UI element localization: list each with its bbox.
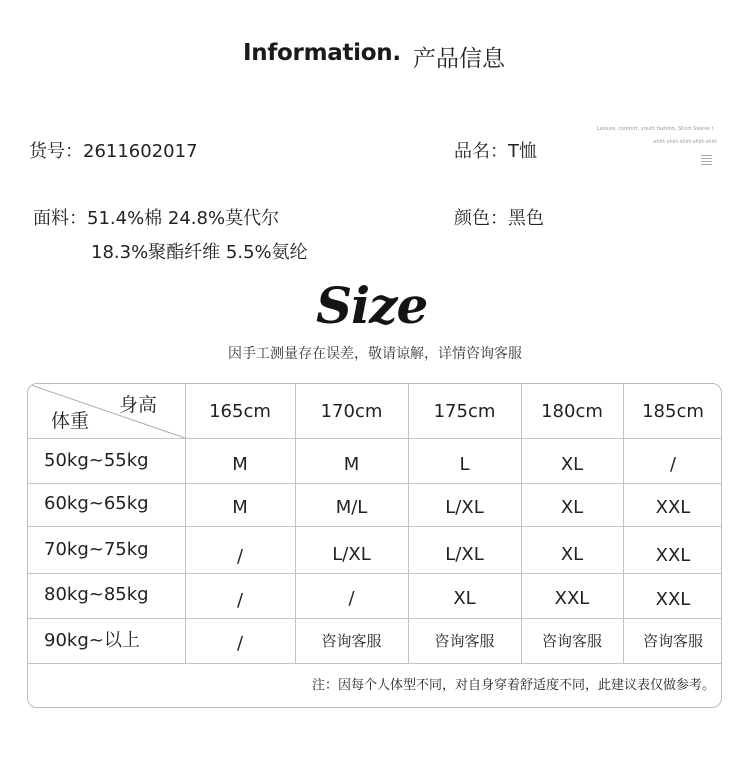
size-cell: / (236, 633, 244, 654)
weight-label: 90kg~以上 (44, 630, 140, 651)
fabric-row (33, 204, 279, 230)
size-cell: M (343, 454, 360, 475)
product-name-value: T恤 (508, 141, 537, 162)
size-cell: M (232, 454, 248, 475)
column-header: 180cm (541, 400, 603, 422)
column-header: 175cm (433, 400, 496, 422)
size-cell: / (669, 454, 677, 475)
size-cell: / (236, 545, 244, 567)
decorative-caption-line-2: -shirt-shirt-shirt-shirt-shirt (652, 139, 717, 145)
size-cell: L/XL (445, 543, 484, 565)
size-cell: M/L (335, 497, 368, 518)
fabric-line-2: 18.3%聚酯纤维 5.5%氨纶 (91, 242, 308, 263)
fabric-label: 面料： (33, 208, 87, 229)
color-value: 黑色 (508, 208, 544, 229)
size-cell: M (232, 497, 248, 518)
size-cell: XXL (655, 589, 691, 610)
size-cell: L/XL (445, 497, 484, 518)
weight-label: 60kg~65kg (44, 492, 149, 514)
size-cell: L/XL (332, 543, 371, 565)
title-chinese: 产品信息 (413, 46, 505, 72)
weight-label: 70kg~75kg (44, 538, 149, 560)
size-cell: / (236, 590, 244, 611)
measurement-note: 因手工测量存在误差，敬请谅解，详情咨询客服 (228, 346, 522, 362)
size-cell: 咨询客服 (541, 632, 602, 650)
product-name-row (454, 137, 537, 163)
size-cell: L (459, 454, 470, 475)
size-cell: XL (453, 588, 476, 609)
table-rule (28, 663, 722, 664)
size-cell: 咨询客服 (434, 632, 495, 650)
size-cell: 咨询客服 (321, 632, 382, 650)
column-header: 165cm (209, 400, 271, 422)
size-cell: 咨询客服 (642, 632, 703, 650)
decorative-caption-line-1: Leisure, comfort, youth fashion, Short Sleeve t (597, 126, 714, 132)
item-number-value: 2611602017 (83, 141, 198, 162)
fabric-line-1: 51.4%棉 24.8%莫代尔 (87, 208, 280, 229)
column-header: 185cm (642, 400, 704, 422)
column-header: 170cm (320, 400, 383, 422)
title-english: Information. (243, 40, 401, 66)
item-number-row (29, 137, 198, 163)
product-name-label: 品名： (454, 141, 508, 162)
size-cell: / (348, 588, 355, 609)
weight-label: 50kg~55kg (44, 450, 149, 471)
item-number-label: 货号： (29, 141, 83, 162)
size-table (27, 383, 722, 708)
weight-label: 80kg~85kg (44, 583, 149, 605)
decorative-caption (597, 123, 717, 149)
size-heading: Size (316, 276, 428, 335)
size-cell: XXL (655, 544, 691, 566)
size-cell: XL (560, 454, 584, 475)
header-weight-label: 体重 (51, 410, 90, 432)
color-row (454, 204, 544, 230)
header-height-label: 身高 (119, 394, 158, 416)
table-footnote: 注：因每个人体型不同，对自身穿着舒适度不同，此建议表仅做参考。 (311, 678, 715, 693)
size-cell: XXL (554, 588, 590, 609)
list-icon (701, 155, 712, 167)
size-cell: XXL (655, 497, 691, 518)
color-label: 颜色： (454, 208, 508, 229)
size-cell: XL (560, 543, 584, 565)
size-cell: XL (560, 497, 584, 518)
